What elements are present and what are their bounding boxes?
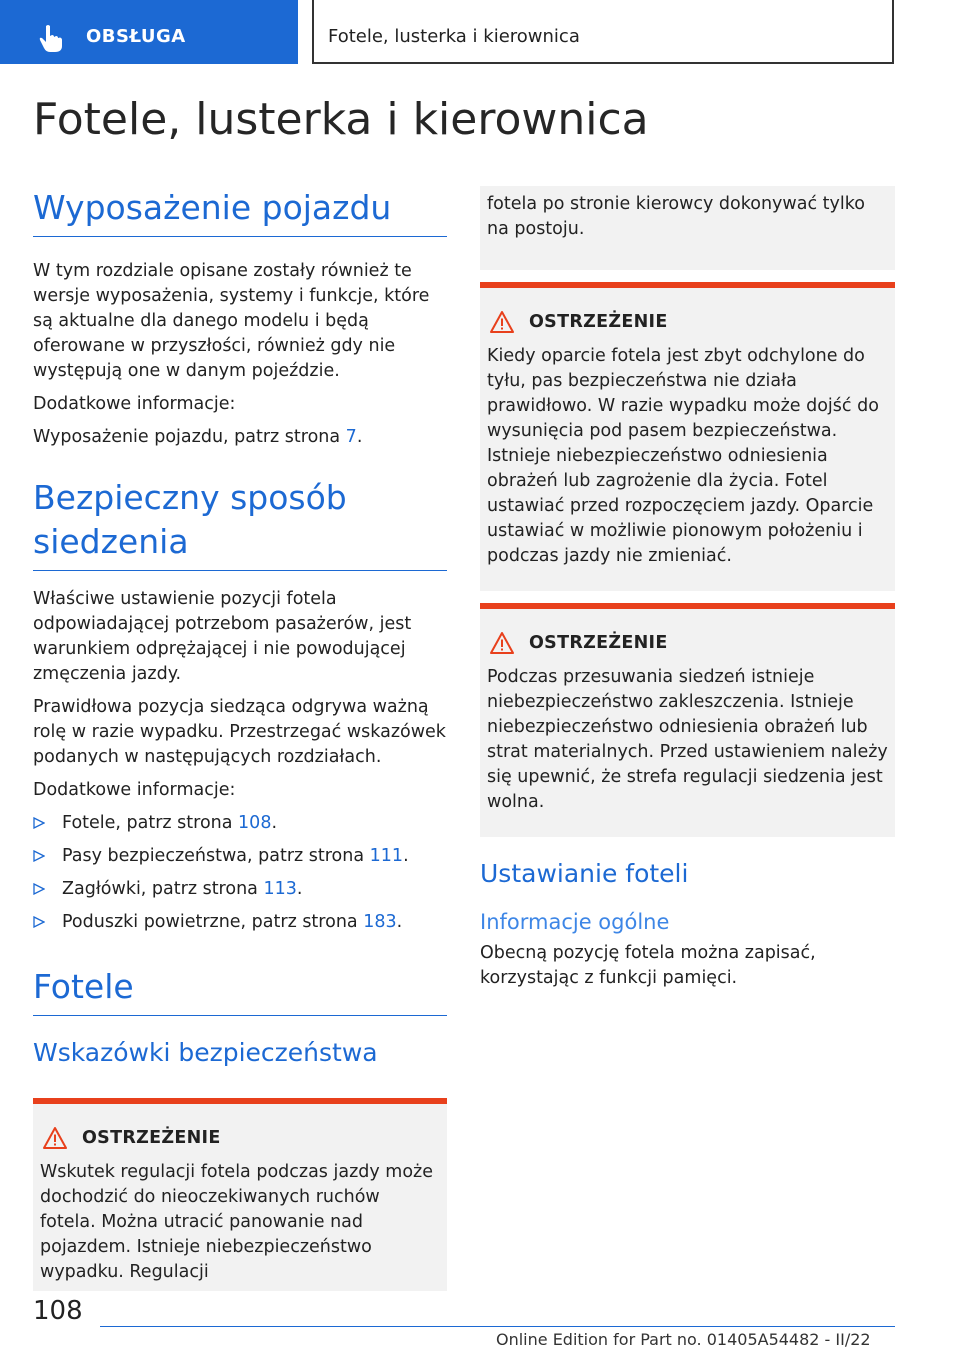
- triangle-bullet-icon: [33, 817, 45, 829]
- warning-title: OSTRZEŻENIE: [529, 312, 668, 332]
- equipment-paragraph: W tym rozdziale opisane zostały również te wersje wyposażenia, systemy i funkcje, które są aktualne dla danego modelu i będą oferowane w przyszłości, również gdy nie występują one w danym pojeździe.: [33, 261, 430, 381]
- chapter-tab: [312, 0, 894, 64]
- heading-general-info: Informacje ogólne: [480, 910, 670, 934]
- general-info-paragraph: Obecną pozycję fotela można zapisać, korzystając z funkcji pamięci.: [480, 943, 816, 988]
- equipment-reference: Wyposażenie pojazdu, patrz strona 7.: [33, 427, 363, 447]
- right-column: [480, 186, 895, 991]
- seating-more-info: Dodatkowe informacje:: [33, 780, 236, 800]
- warning-box: [33, 1098, 447, 1291]
- warning-triangle-icon: [489, 310, 515, 334]
- warning-triangle-icon: [42, 1126, 68, 1150]
- list-item: Pasy bezpieczeństwa, patrz strona 111.: [33, 844, 447, 869]
- warning-box: [480, 282, 895, 591]
- section-label: OBSŁUGA: [86, 26, 186, 47]
- list-item: Poduszki powietrzne, patrz strona 183.: [33, 910, 447, 935]
- warning-text: Wskutek regulacji fotela podczas jazdy może dochodzić do nieoczekiwanych ruchów fotela. Można utracić panowanie nad pojazdem. Istnieje niebezpieczeństwo wypadku. Regulacji: [40, 1162, 433, 1282]
- warning-text: Kiedy oparcie fotela jest zbyt odchylone do tyłu, pas bezpieczeństwa nie działa prawidłowo. W razie wypadku może dojść do wysunięcia pod pasem bezpieczeństwa. Istnieje niebezpieczeństwo odniesienia obrażeń lub zagrożenie dla życia. Fotel ustawiać przed rozpoczęciem jazdy. Oparcie ustawiać w możliwie pionowym położeniu i podczas jazdy nie zmieniać.: [487, 346, 879, 566]
- warning-continuation-text: fotela po stronie kierowcy dokonywać tylko na postoju.: [487, 194, 865, 239]
- page-link-108[interactable]: 108: [238, 813, 272, 833]
- chapter-label: Fotele, lusterka i kierownica: [328, 26, 580, 47]
- triangle-bullet-icon: [33, 850, 45, 862]
- left-column: [33, 186, 447, 1291]
- triangle-bullet-icon: [33, 916, 45, 928]
- footer-rule: [100, 1326, 895, 1327]
- warning-box: [480, 603, 895, 837]
- edition-label: Online Edition for Part no. 01405A54482 - II/22: [496, 1330, 871, 1349]
- warning-continuation-box: [480, 186, 895, 270]
- heading-seating: Bezpieczny sposób siedzenia: [33, 478, 347, 561]
- heading-seats: Fotele: [33, 967, 134, 1006]
- page-link-7[interactable]: 7: [345, 427, 357, 447]
- triangle-bullet-icon: [33, 883, 45, 895]
- seating-paragraph-2: Prawidłowa pozycja siedząca odgrywa ważną rolę w razie wypadku. Przestrzegać wskazówek podanych w następujących rozdziałach.: [33, 697, 446, 767]
- warning-triangle-icon: [489, 631, 515, 655]
- section-seating: [33, 476, 447, 571]
- list-item: Zagłówki, patrz strona 113.: [33, 877, 447, 902]
- page-number: 108: [33, 1296, 83, 1326]
- heading-safety-notes: Wskazówki bezpieczeństwa: [33, 1038, 378, 1067]
- reference-list: [33, 811, 447, 935]
- equipment-more-info: Dodatkowe informacje:: [33, 394, 236, 414]
- page-link-183[interactable]: 183: [363, 912, 397, 932]
- heading-equipment: Wyposażenie pojazdu: [33, 188, 392, 227]
- page-title: Fotele, lusterka i kierownica: [33, 94, 649, 145]
- hand-pointer-icon: [38, 24, 64, 54]
- warning-title: OSTRZEŻENIE: [82, 1128, 221, 1148]
- warning-title: OSTRZEŻENIE: [529, 633, 668, 653]
- heading-adjusting-seats: Ustawianie foteli: [480, 859, 689, 888]
- warning-text: Podczas przesuwania siedzeń istnieje niebezpieczeństwo zakleszczenia. Istnieje niebezpieczeństwo odniesienia obrażeń lub strat materialnych. Przed ustawieniem należy się upewnić, że strefa regulacji siedzenia jest wolna.: [487, 667, 888, 812]
- seating-paragraph-1: Właściwe ustawienie pozycji fotela odpowiadającej potrzebom pasażerów, jest warunkiem odprężającej i nie powodującej zmęczenia jazdy.: [33, 589, 412, 684]
- section-equipment: [33, 186, 447, 237]
- section-tab: [0, 0, 298, 64]
- list-item: Fotele, patrz strona 108.: [33, 811, 447, 836]
- page-link-111[interactable]: 111: [369, 846, 404, 866]
- section-seats: [33, 965, 447, 1016]
- page-link-113[interactable]: 113: [263, 879, 297, 899]
